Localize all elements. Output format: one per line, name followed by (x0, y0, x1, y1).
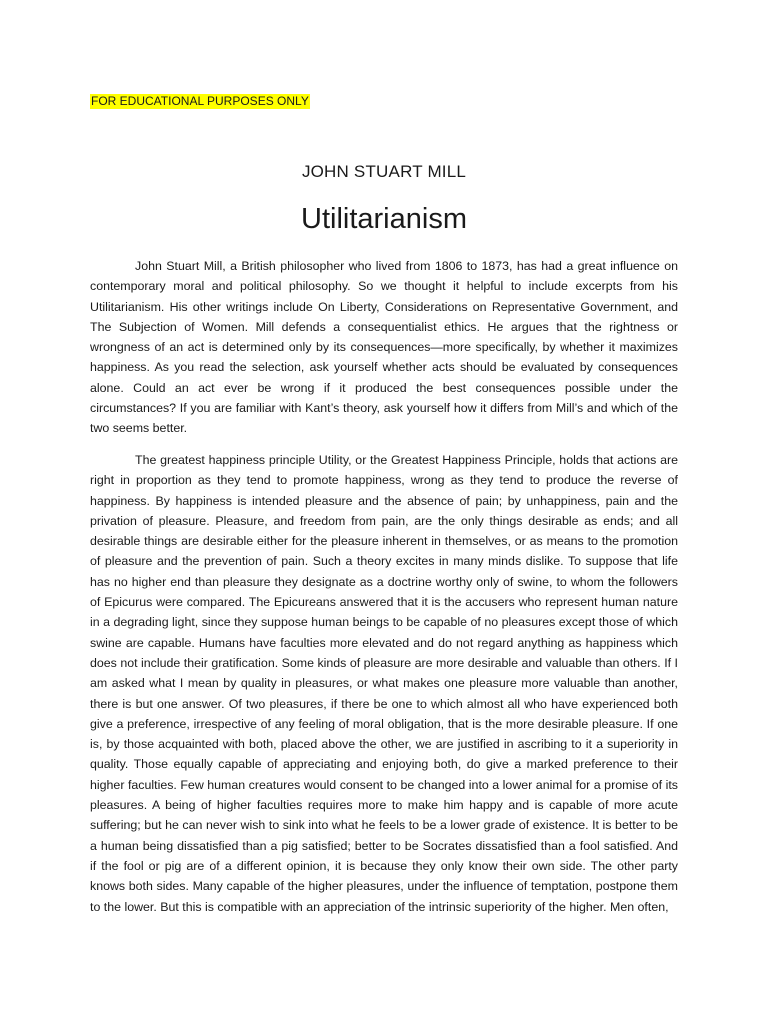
author-heading: JOHN STUART MILL (301, 162, 467, 181)
educational-notice-highlight: FOR EDUCATIONAL PURPOSES ONLY (91, 94, 309, 108)
body-paragraph: The greatest happiness principle Utility, or the Greatest Happiness Principle, holds that actions are right in proportion as they tend to promote happiness, wrong as they tend to produce the reverse of happiness. By happiness is intended pleasure and the absence of pain; by unhappiness, pain and the privation of pleasure. Pleasure, and freedom from pain, are the only things desirable as ends; and all desirable things are desirable either for the pleasure inherent in themselves, or as means to the promotion of pleasure and the prevention of pain. Such a theory excites in many minds dislike. To suppose that life has no higher end than pleasure they designate as a doctrine worthy only of swine, to whom the followers of Epicurus were compared. The Epicureans answered that it is the accusers who represent human nature in a degrading light, since they suppose human beings to be capable of no pleasures except those of which swine are capable. Humans have faculties more elevated and do not regard anything as happiness which does not include their gratification. Some kinds of pleasure are more desirable and valuable than others. If I am asked what I mean by quality in pleasures, or what makes one pleasure more valuable than another, there is but one answer. Of two pleasures, if there be one to which almost all who have experienced both give a preference, irrespective of any feeling of moral obligation, that is the more desirable pleasure. If one is, by those acquainted with both, placed above the other, we are justified in ascribing to it a superiority in quality. Those equally capable of appreciating and enjoying both, do give a marked preference to their higher faculties. Few human creatures would consent to be changed into a lower animal for a promise of its pleasures. A being of higher faculties requires more to make him happy and is capable of more acute suffering; but he can never wish to sink into what he feels to be a lower grade of existence. It is better to be a human being dissatisfied than a pig satisfied; better to be Socrates dissatisfied than a fool satisfied. And if the fool or pig are of a different opinion, it is because they only know their own side. The other party knows both sides. Many capable of the higher pleasures, under the influence of temptation, postpone them to the lower. But this is compatible with an appreciation of the intrinsic superiority of the higher. Men often, (90, 453, 678, 914)
intro-paragraph: John Stuart Mill, a British philosopher who lived from 1806 to 1873, has had a great influence on contemporary moral and political philosophy. So we thought it helpful to include excerpts from his Utilitarianism. His other writings include On Liberty, Considerations on Representative Government, and The Subjection of Women. Mill defends a consequentialist ethics. He argues that the rightness or wrongness of an act is determined only by its consequences—more specifically, by whether it maximizes happiness. As you read the selection, ask yourself whether acts should be evaluated by consequences alone. Could an act ever be wrong if it produced the best consequences possible under the circumstances? If you are familiar with Kant’s theory, ask yourself how it differs from Mill’s and which of the two seems better. (90, 259, 678, 436)
document-title: Utilitarianism (301, 203, 467, 235)
